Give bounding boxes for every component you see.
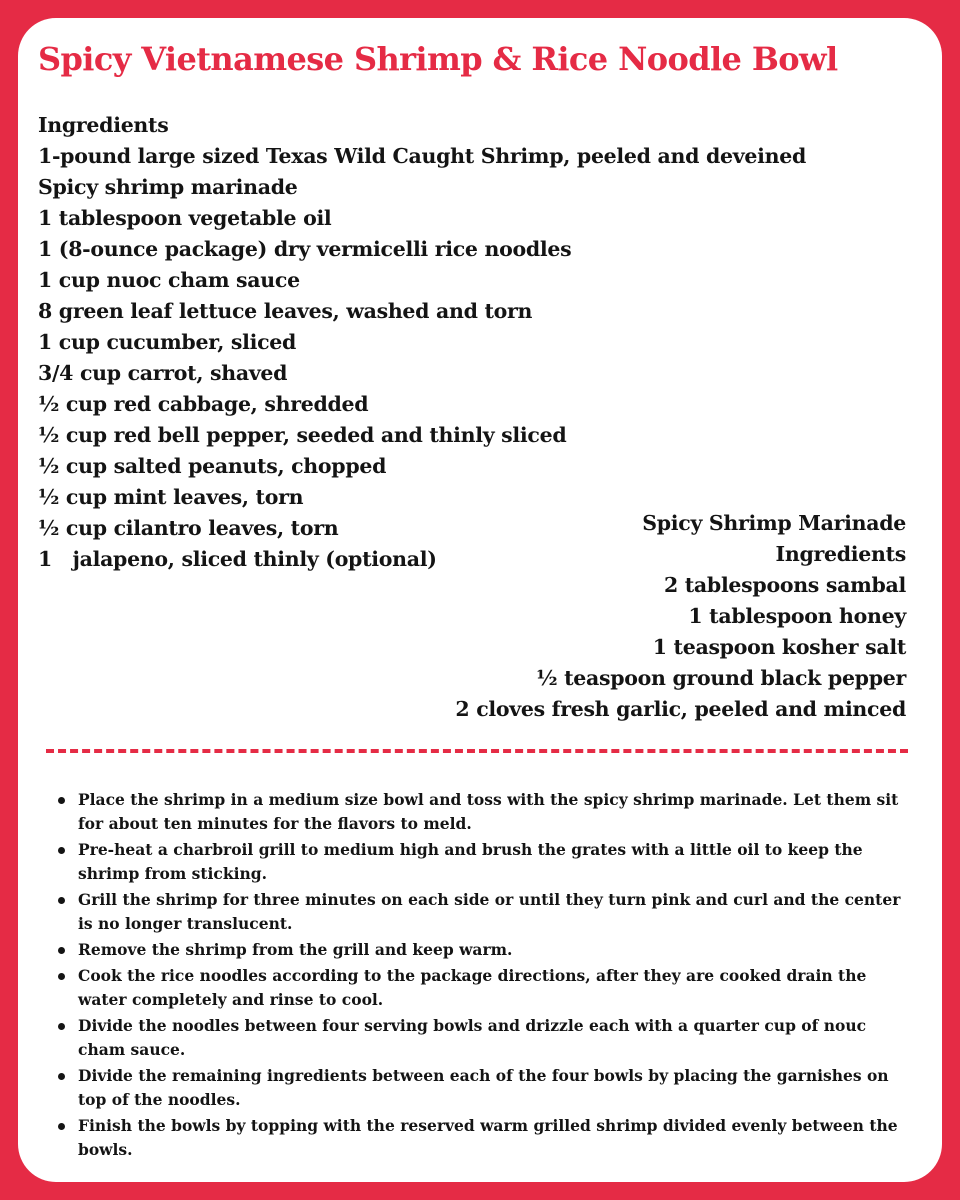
- ingredient-item: 1 tablespoon vegetable oil: [38, 206, 332, 230]
- bullet-icon: [58, 1123, 65, 1130]
- instruction-step: [48, 1114, 906, 1162]
- ingredient-item: ½ cup cilantro leaves, torn: [38, 516, 339, 540]
- instruction-text: Divide the noodles between four serving bowls and drizzle each with a quarter cup of nouc cham sauce.: [78, 1016, 867, 1059]
- bullet-icon: [58, 1073, 65, 1080]
- instruction-text: Pre-heat a charbroil grill to medium high and brush the grates with a little oil to keep the shrimp from sticking.: [78, 840, 863, 883]
- ingredient-item: Spicy shrimp marinade: [38, 175, 298, 199]
- ingredient-item: 3/4 cup carrot, shaved: [38, 361, 288, 385]
- ingredient-item: 1 cup cucumber, sliced: [38, 330, 297, 354]
- instruction-text: Finish the bowls by topping with the reserved warm grilled shrimp divided evenly between the bowls.: [78, 1116, 898, 1159]
- bullet-icon: [58, 947, 65, 954]
- marinade-item: 1 tablespoon honey: [688, 604, 906, 628]
- bullet-icon: [58, 897, 65, 904]
- instruction-step: [48, 1064, 906, 1112]
- instruction-step: [48, 888, 906, 936]
- marinade-item: 2 cloves fresh garlic, peeled and minced: [455, 697, 906, 721]
- marinade-item: 1 teaspoon kosher salt: [652, 635, 906, 659]
- ingredient-item: ½ cup red bell pepper, seeded and thinly sliced: [38, 423, 567, 447]
- recipe-card: [18, 18, 942, 1182]
- ingredient-item: 1 jalapeno, sliced thinly (optional): [38, 547, 437, 571]
- ingredients-list: [38, 110, 806, 575]
- instruction-text: Cook the rice noodles according to the package directions, after they are cooked drain the water completely and rinse to cool.: [78, 966, 867, 1009]
- instruction-text: Remove the shrimp from the grill and keep warm.: [78, 940, 513, 959]
- instructions-list: [48, 788, 906, 1164]
- instruction-text: Grill the shrimp for three minutes on each side or until they turn pink and curl and the center is no longer translucent.: [78, 890, 901, 933]
- marinade-subheading: Ingredients: [775, 542, 906, 566]
- marinade-heading: Spicy Shrimp Marinade: [642, 511, 906, 535]
- instruction-step: [48, 788, 906, 836]
- instruction-step: [48, 938, 906, 962]
- ingredients-heading: Ingredients: [38, 113, 169, 137]
- instruction-text: Divide the remaining ingredients between each of the four bowls by placing the garnishes on top of the noodles.: [78, 1066, 889, 1109]
- ingredient-item: ½ cup salted peanuts, chopped: [38, 454, 387, 478]
- ingredient-item: 8 green leaf lettuce leaves, washed and torn: [38, 299, 533, 323]
- marinade-item: 2 tablespoons sambal: [663, 573, 906, 597]
- instruction-step: [48, 964, 906, 1012]
- instruction-step: [48, 838, 906, 886]
- bullet-icon: [58, 1023, 65, 1030]
- bullet-icon: [58, 973, 65, 980]
- recipe-title: Spicy Vietnamese Shrimp & Rice Noodle Bowl: [38, 40, 838, 78]
- instruction-text: Place the shrimp in a medium size bowl and toss with the spicy shrimp marinade. Let them sit for about ten minutes for the flavors to meld.: [78, 790, 899, 833]
- ingredient-item: 1 cup nuoc cham sauce: [38, 268, 300, 292]
- ingredient-item: 1-pound large sized Texas Wild Caught Shrimp, peeled and deveined: [38, 144, 806, 168]
- marinade-item: ½ teaspoon ground black pepper: [536, 666, 906, 690]
- ingredient-item: ½ cup mint leaves, torn: [38, 485, 304, 509]
- marinade-list: [455, 508, 906, 725]
- ingredient-item: ½ cup red cabbage, shredded: [38, 392, 369, 416]
- ingredient-item: 1 (8-ounce package) dry vermicelli rice noodles: [38, 237, 572, 261]
- dashed-divider: [46, 749, 908, 753]
- bullet-icon: [58, 797, 65, 804]
- bullet-icon: [58, 847, 65, 854]
- instruction-step: [48, 1014, 906, 1062]
